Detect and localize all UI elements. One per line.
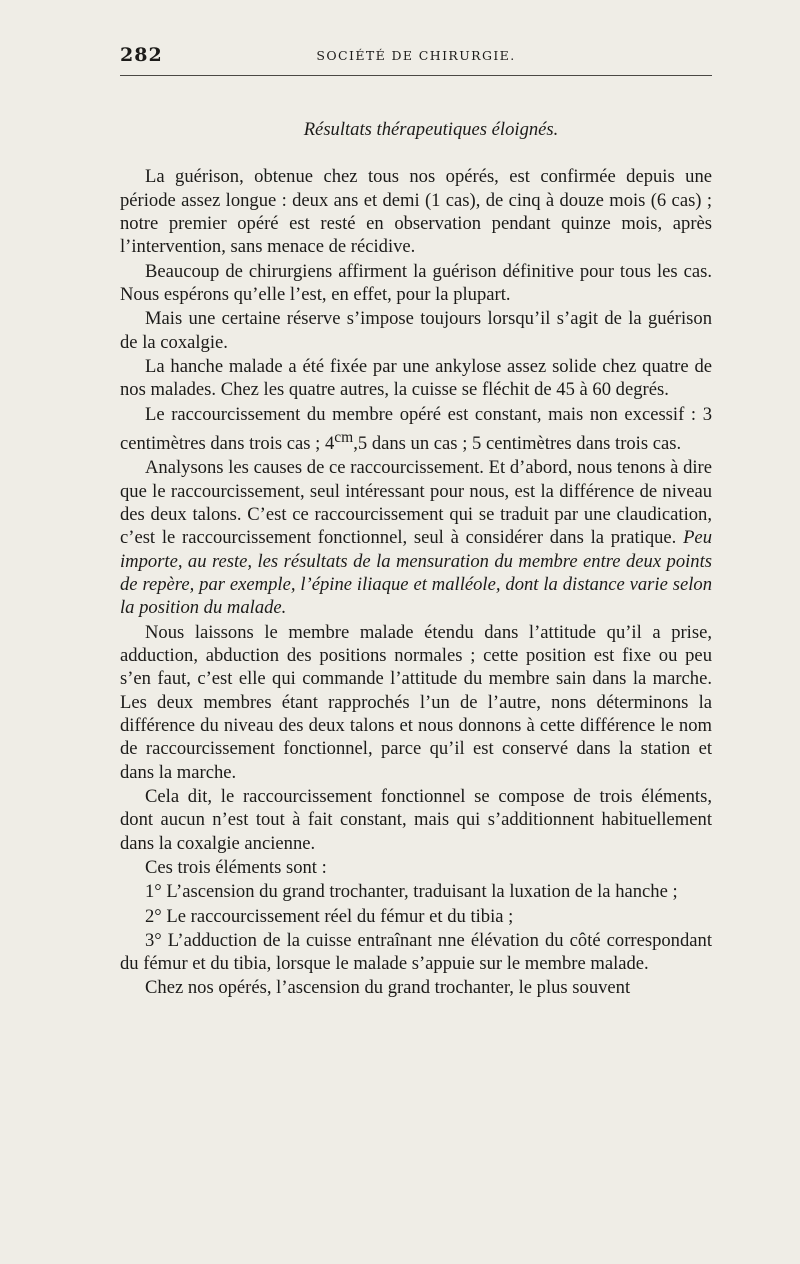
paragraph-5-start: Le raccourcissement du membre opéré est constant, mais non excessif : 3 centimètres dans trois cas ; 4 xyxy=(120,403,712,455)
paragraph-7: Nous laissons le membre malade étendu dans l’attitude qu’il a prise, adduction, abduction des positions normales ; cette position est fixe ou peu s’en faut, c’est elle qui commande l’attitude du membre sain dans la marche. Les deux membres étant rapprochés l’un de l’autre, nons déterminons la différence du niveau des deux talons et nous donnons à cette différence le nom de raccourcissement fonctionnel, parce qu’il est conservé dans la station et dans la marche. xyxy=(120,621,712,783)
header-rule xyxy=(120,75,712,76)
paragraph-final: Chez nos opérés, l’ascension du grand trochanter, le plus souvent xyxy=(145,977,631,999)
section-title: Résultats thérapeutiques éloignés. xyxy=(303,119,559,140)
paragraph-4: La hanche malade a été fixée par une ankylose assez solide chez quatre de nos malades. Chez les quatre autres, la cuisse se fléchit de 45 à 60 degrés. xyxy=(120,355,712,401)
list-item-1: 1° L’ascension du grand trochanter, traduisant la luxation de la hanche ; xyxy=(145,881,678,903)
paragraph-5-end: ,5 dans un cas ; 5 centimètres dans trois cas. xyxy=(353,433,682,455)
paragraph-1: La guérison, obtenue chez tous nos opérés, est confirmée depuis une période assez longue : deux ans et demi (1 cas), de cinq à douze mois (6 cas) ; notre premier opéré est resté en observation pendant quinze mois, après l’intervention, sans menace de récidive. xyxy=(120,166,712,258)
paragraph-6 xyxy=(120,456,712,619)
running-title: SOCIÉTÉ DE CHIRURGIE. xyxy=(316,48,516,63)
centimetre-superscript: cm xyxy=(334,428,354,446)
list-item-2: 2° Le raccourcissement réel du fémur et du tibia ; xyxy=(145,905,514,927)
paragraph-9: Ces trois éléments sont : xyxy=(145,857,327,878)
body-text xyxy=(120,118,712,1000)
paragraph-6-italic: Peu importe, au reste, les résultats de la mensuration du membre entre deux points de repère, par exemple, l’épine iliaque et malléole, dont la distance varie selon la position du malade. xyxy=(120,527,712,619)
paragraph-8: Cela dit, le raccourcissement fonctionnel se compose de trois éléments, dont aucun n’est tout à fait constant, mais qui s’additionnent habituellement dans la coxalgie ancienne. xyxy=(120,786,712,854)
paragraph-3: Mais une certaine réserve s’impose toujours lorsqu’il s’agit de la guérison de la coxalgie. xyxy=(120,308,712,353)
list-item-3: 3° L’adduction de la cuisse entraînant nne élévation du côté correspondant du fémur et du tibia, lorsque le malade s’appuie sur le membre malade. xyxy=(120,929,712,975)
paragraph-2: Beaucoup de chirurgiens affirment la guérison définitive pour tous les cas. Nous espérons qu’elle l’est, en effet, pour la plupart. xyxy=(120,260,712,305)
paragraph-6-text: Analysons les causes de ce raccourcissement. Et d’abord, nous tenons à dire que le raccourcissement, seul intéressant pour nous, est la différence de niveau des deux talons. C’est ce raccourcissement qui se traduit par une claudication, c’est le raccourcissement fonctionnel, seul à considérer dans la pratique. xyxy=(120,457,712,549)
page-number: 282 xyxy=(120,44,163,66)
paragraph-5 xyxy=(120,403,712,456)
page-header xyxy=(120,44,712,72)
